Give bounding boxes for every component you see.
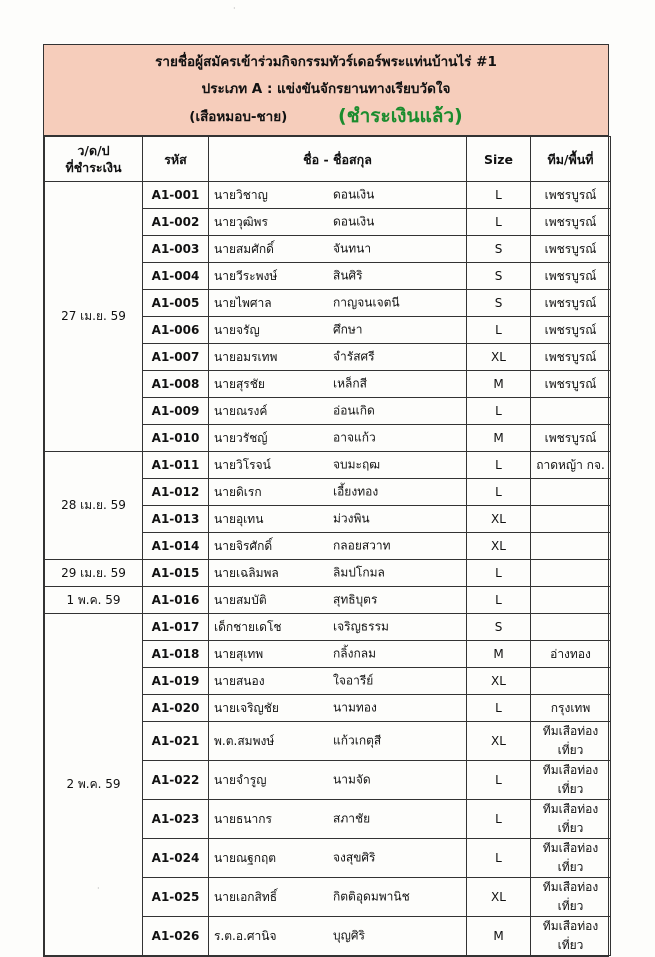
code-cell: A1-005 (143, 290, 209, 317)
given-name: นายเอกสิทธิ์ (214, 889, 278, 904)
registrant-table (44, 136, 611, 956)
size-cell: XL (467, 668, 531, 695)
name-cell (209, 317, 467, 344)
size-cell: S (467, 236, 531, 263)
code-cell: A1-010 (143, 425, 209, 452)
code-cell: A1-026 (143, 917, 209, 956)
surname: จบมะฤฒ (333, 457, 381, 472)
team-cell: เพชรบูรณ์ (531, 344, 611, 371)
size-cell: S (467, 614, 531, 641)
column-header-size: Size (467, 137, 531, 182)
table-row (45, 452, 611, 479)
team-cell: เพชรบูรณ์ (531, 263, 611, 290)
name-cell (209, 182, 467, 209)
surname: สุทธิบุตร (333, 592, 378, 607)
table-body (45, 182, 611, 956)
size-cell: XL (467, 344, 531, 371)
given-name: นายสมศักดิ์ (214, 241, 274, 256)
name-cell (209, 425, 467, 452)
payment-date-cell: 29 เม.ย. 59 (45, 560, 143, 587)
team-cell (531, 614, 611, 641)
surname: ดอนเงิน (333, 214, 375, 229)
name-cell (209, 761, 467, 800)
code-cell: A1-024 (143, 839, 209, 878)
name-cell (209, 614, 467, 641)
surname: เจริญธรรม (333, 619, 389, 634)
size-cell: XL (467, 533, 531, 560)
column-header-code: รหัส (143, 137, 209, 182)
team-cell: เพชรบูรณ์ (531, 182, 611, 209)
team-cell (531, 668, 611, 695)
team-cell: ทีมเสือท่องเที่ยว (531, 878, 611, 917)
team-cell: เพชรบูรณ์ (531, 209, 611, 236)
code-cell: A1-002 (143, 209, 209, 236)
given-name: เด็กชายเดโช (214, 619, 282, 634)
name-cell (209, 800, 467, 839)
team-cell (531, 560, 611, 587)
size-cell: L (467, 839, 531, 878)
size-cell: M (467, 641, 531, 668)
given-name: นายณรงค์ (214, 403, 268, 418)
sheet-group-line (44, 103, 608, 130)
name-cell (209, 668, 467, 695)
size-cell: M (467, 371, 531, 398)
size-cell: L (467, 479, 531, 506)
scan-speck: · (97, 884, 100, 893)
given-name: นายสนอง (214, 673, 265, 688)
surname: จงสุขศิริ (333, 850, 376, 865)
surname: นามจัด (333, 772, 371, 787)
code-cell: A1-007 (143, 344, 209, 371)
name-cell (209, 290, 467, 317)
surname: ลิมปโกมล (333, 565, 385, 580)
team-cell: เพชรบูรณ์ (531, 371, 611, 398)
surname: กลอยสวาท (333, 538, 391, 553)
size-cell: S (467, 263, 531, 290)
column-header-team: ทีม/พื้นที่ (531, 137, 611, 182)
surname: สินศิริ (333, 268, 363, 283)
name-cell (209, 398, 467, 425)
team-cell: ทีมเสือท่องเที่ยว (531, 839, 611, 878)
name-cell (209, 344, 467, 371)
team-cell (531, 506, 611, 533)
given-name: นายวิชาญ (214, 187, 268, 202)
code-cell: A1-014 (143, 533, 209, 560)
code-cell: A1-016 (143, 587, 209, 614)
size-cell: L (467, 317, 531, 344)
team-cell: อ่างทอง (531, 641, 611, 668)
code-cell: A1-015 (143, 560, 209, 587)
sheet-title: รายชื่อผู้สมัครเข้าร่วมกิจกรรมทัวร์เดอร์พระแท่นบ้านไร่ #1 (155, 54, 497, 70)
given-name: ร.ต.อ.ศานิจ (214, 928, 277, 943)
given-name: นายวิโรจน์ (214, 457, 271, 472)
surname: ใจอารีย์ (333, 673, 374, 688)
name-cell (209, 479, 467, 506)
name-cell (209, 560, 467, 587)
surname: ดอนเงิน (333, 187, 375, 202)
team-cell (531, 587, 611, 614)
name-cell (209, 452, 467, 479)
given-name: นายวีระพงษ์ (214, 268, 278, 283)
name-cell (209, 209, 467, 236)
code-cell: A1-023 (143, 800, 209, 839)
code-cell: A1-017 (143, 614, 209, 641)
given-name: นายจรัญ (214, 322, 260, 337)
code-cell: A1-025 (143, 878, 209, 917)
team-cell: เพชรบูรณ์ (531, 290, 611, 317)
name-cell (209, 722, 467, 761)
given-name: นายสุรชัย (214, 376, 265, 391)
name-cell (209, 917, 467, 956)
given-name: นายสมบัติ (214, 592, 267, 607)
code-cell: A1-009 (143, 398, 209, 425)
surname: จันทนา (333, 241, 372, 256)
table-row (45, 182, 611, 209)
surname: กลิ้งกลม (333, 646, 377, 661)
size-cell: XL (467, 722, 531, 761)
column-header-name: ชื่อ - ชื่อสกุล (209, 137, 467, 182)
surname: อ่อนเกิด (333, 403, 375, 418)
team-cell: ทีมเสือท่องเที่ยว (531, 800, 611, 839)
code-cell: A1-012 (143, 479, 209, 506)
surname: ศึกษา (333, 322, 363, 337)
team-cell: ทีมเสือท่องเที่ยว (531, 722, 611, 761)
name-cell (209, 506, 467, 533)
name-cell (209, 236, 467, 263)
size-cell: L (467, 560, 531, 587)
code-cell: A1-003 (143, 236, 209, 263)
registration-sheet (43, 44, 609, 957)
given-name: นายวุฒิพร (214, 214, 268, 229)
paid-status: (ชำระเงินแล้ว) (338, 105, 463, 127)
given-name: นายเฉลิมพล (214, 565, 279, 580)
size-cell: M (467, 425, 531, 452)
surname: อาจแก้ว (333, 430, 376, 445)
header-band (44, 45, 608, 136)
code-cell: A1-011 (143, 452, 209, 479)
given-name: นายดิเรก (214, 484, 262, 499)
surname: ม่วงพิน (333, 511, 370, 526)
team-cell: ทีมเสือท่องเที่ยว (531, 761, 611, 800)
scan-speck: · (233, 4, 236, 13)
surname: แก้วเกตุสี (333, 733, 382, 748)
name-cell (209, 587, 467, 614)
size-cell: XL (467, 506, 531, 533)
code-cell: A1-004 (143, 263, 209, 290)
surname: กาญจนเจตนี (333, 295, 400, 310)
given-name: นายจิรศักดิ์ (214, 538, 273, 553)
given-name: นายธนากร (214, 811, 272, 826)
team-cell: กรุงเทพ (531, 695, 611, 722)
team-cell (531, 533, 611, 560)
given-name: นายอุเทน (214, 511, 264, 526)
name-cell (209, 695, 467, 722)
given-name: นายไพศาล (214, 295, 272, 310)
team-cell: เพชรบูรณ์ (531, 425, 611, 452)
code-cell: A1-006 (143, 317, 209, 344)
team-cell (531, 479, 611, 506)
surname: จำรัสศรี (333, 349, 375, 364)
size-cell: L (467, 452, 531, 479)
code-cell: A1-021 (143, 722, 209, 761)
size-cell: L (467, 761, 531, 800)
code-cell: A1-008 (143, 371, 209, 398)
size-cell: L (467, 695, 531, 722)
given-name: นายณฐกฤต (214, 850, 277, 865)
name-cell (209, 263, 467, 290)
code-cell: A1-001 (143, 182, 209, 209)
surname: บุญศิริ (333, 928, 365, 943)
code-cell: A1-020 (143, 695, 209, 722)
given-name: นายอมรเทพ (214, 349, 278, 364)
sheet-category: ประเภท A : แข่งขันจักรยานทางเรียบวัดใจ (201, 81, 451, 97)
code-cell: A1-013 (143, 506, 209, 533)
column-header-date: ว/ด/ป ที่ชำระเงิน (45, 137, 143, 182)
size-cell: M (467, 917, 531, 956)
table-row (45, 587, 611, 614)
surname: สภาชัย (333, 811, 371, 826)
surname: เอี้ยงทอง (333, 484, 379, 499)
size-cell: L (467, 587, 531, 614)
size-cell: L (467, 182, 531, 209)
code-cell: A1-019 (143, 668, 209, 695)
given-name: นายเจริญชัย (214, 700, 279, 715)
given-name: นายวรัชญ์ (214, 430, 268, 445)
name-cell (209, 878, 467, 917)
team-cell: เพชรบูรณ์ (531, 317, 611, 344)
given-name: พ.ต.สมพงษ์ (214, 733, 275, 748)
size-cell: S (467, 290, 531, 317)
table-header-row (45, 137, 611, 182)
given-name: นายจำรูญ (214, 772, 267, 787)
name-cell (209, 641, 467, 668)
payment-date-cell: 1 พ.ค. 59 (45, 587, 143, 614)
size-cell: XL (467, 878, 531, 917)
payment-date-cell: 28 เม.ย. 59 (45, 452, 143, 560)
size-cell: L (467, 800, 531, 839)
payment-date-cell: 2 พ.ค. 59 (45, 614, 143, 956)
team-cell: ถาดหญ้า กจ. (531, 452, 611, 479)
size-cell: L (467, 209, 531, 236)
team-cell: เพชรบูรณ์ (531, 236, 611, 263)
team-cell (531, 398, 611, 425)
sheet-group: (เสือหมอบ-ชาย) (189, 109, 288, 125)
surname: นามทอง (333, 700, 377, 715)
table-row (45, 560, 611, 587)
given-name: นายสุเทพ (214, 646, 264, 661)
surname: กิตติอุดมพานิช (333, 889, 410, 904)
size-cell: L (467, 398, 531, 425)
name-cell (209, 533, 467, 560)
name-cell (209, 839, 467, 878)
table-row (45, 614, 611, 641)
name-cell (209, 371, 467, 398)
code-cell: A1-018 (143, 641, 209, 668)
payment-date-cell: 27 เม.ย. 59 (45, 182, 143, 452)
team-cell: ทีมเสือท่องเที่ยว (531, 917, 611, 956)
surname: เหล็กสี (333, 376, 367, 391)
code-cell: A1-022 (143, 761, 209, 800)
